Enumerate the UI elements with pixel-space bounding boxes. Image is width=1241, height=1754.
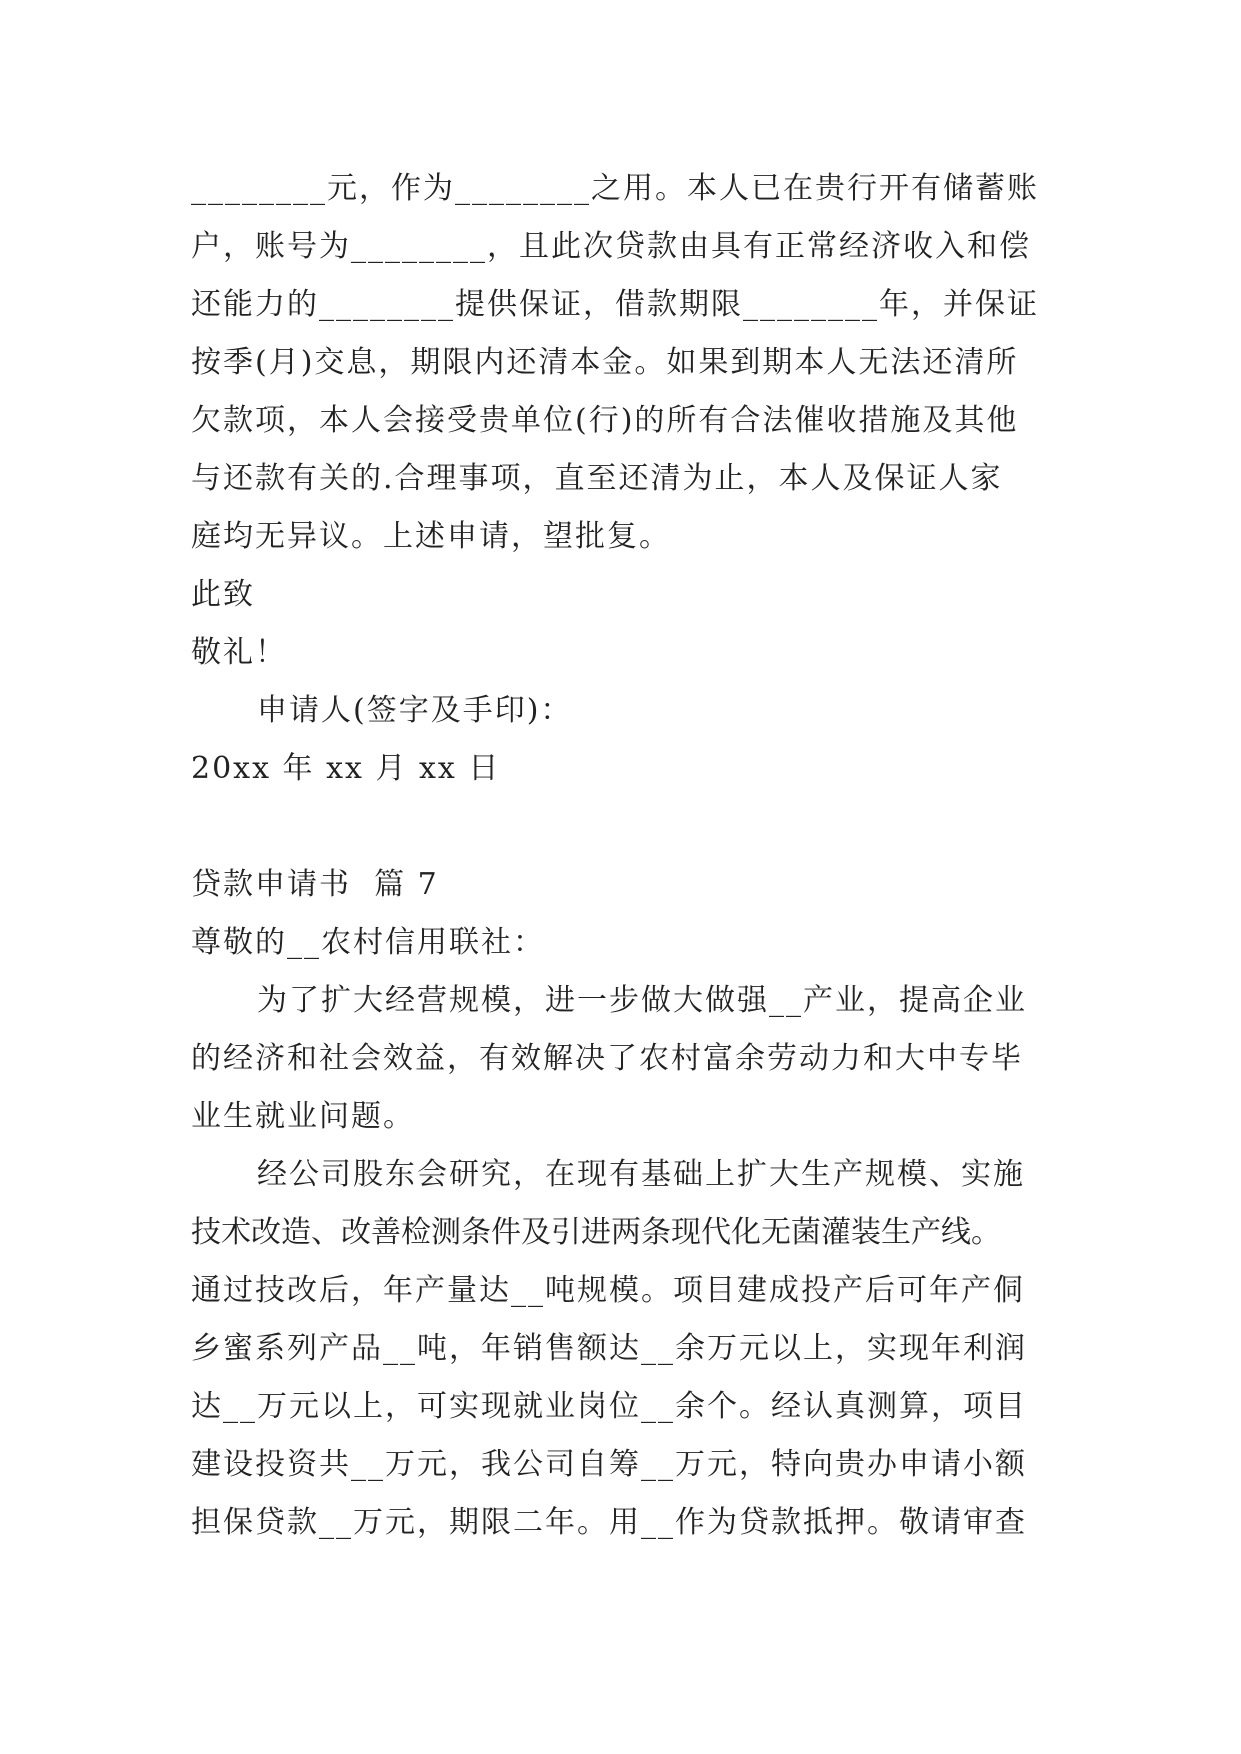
text-line: 通过技改后，年产量达__吨规模。项目建成投产后可年产侗 bbox=[191, 1273, 1025, 1308]
text-line: 按季(月)交息，期限内还清本金。如果到期本人无法还清所 bbox=[191, 345, 1019, 380]
text-line: 与还款有关的.合理事项，直至还清为止，本人及保证人家 bbox=[191, 461, 1003, 496]
text-line: 技术改造、改善检测条件及引进两条现代化无菌灌装生产线。 bbox=[191, 1215, 1001, 1250]
text-line: 经公司股东会研究，在现有基础上扩大生产规模、实施 bbox=[257, 1157, 1025, 1192]
signature-line: 申请人(签字及手印)： bbox=[257, 693, 573, 728]
section-title: 贷款申请书 篇 7 bbox=[191, 867, 439, 902]
text-line: 庭均无异议。上述申请，望批复。 bbox=[191, 519, 671, 554]
salutation-line: 敬礼！ bbox=[191, 635, 287, 670]
text-line: 乡蜜系列产品__吨，年销售额达__余万元以上，实现年利润 bbox=[191, 1331, 1027, 1366]
text-line: 户，账号为________，且此次贷款由具有正常经济收入和偿 bbox=[191, 229, 1031, 264]
text-line: 的经济和社会效益，有效解决了农村富余劳动力和大中专毕 bbox=[191, 1041, 1023, 1076]
text-line: 为了扩大经营规模，进一步做大做强__产业，提高企业 bbox=[257, 983, 1027, 1018]
text-line: 业生就业问题。 bbox=[191, 1099, 415, 1134]
addressee: 尊敬的__农村信用联社： bbox=[191, 925, 545, 960]
text-line: 欠款项，本人会接受贵单位(行)的所有合法催收措施及其他 bbox=[191, 403, 1019, 438]
text-line: 担保贷款__万元，期限二年。用__作为贷款抵押。敬请审查 bbox=[191, 1505, 1027, 1540]
text-line: 还能力的________提供保证，借款期限________年，并保证 bbox=[191, 287, 1039, 322]
closing-line: 此致 bbox=[191, 577, 255, 612]
text-line: 达__万元以上，可实现就业岗位__余个。经认真测算，项目 bbox=[191, 1389, 1027, 1424]
date-line: 20xx 年 xx 月 xx 日 bbox=[191, 751, 501, 786]
text-line: 建设投资共__万元，我公司自筹__万元，特向贵办申请小额 bbox=[191, 1447, 1027, 1482]
text-line: ________元，作为________之用。本人已在贵行开有储蓄账 bbox=[191, 171, 1039, 206]
